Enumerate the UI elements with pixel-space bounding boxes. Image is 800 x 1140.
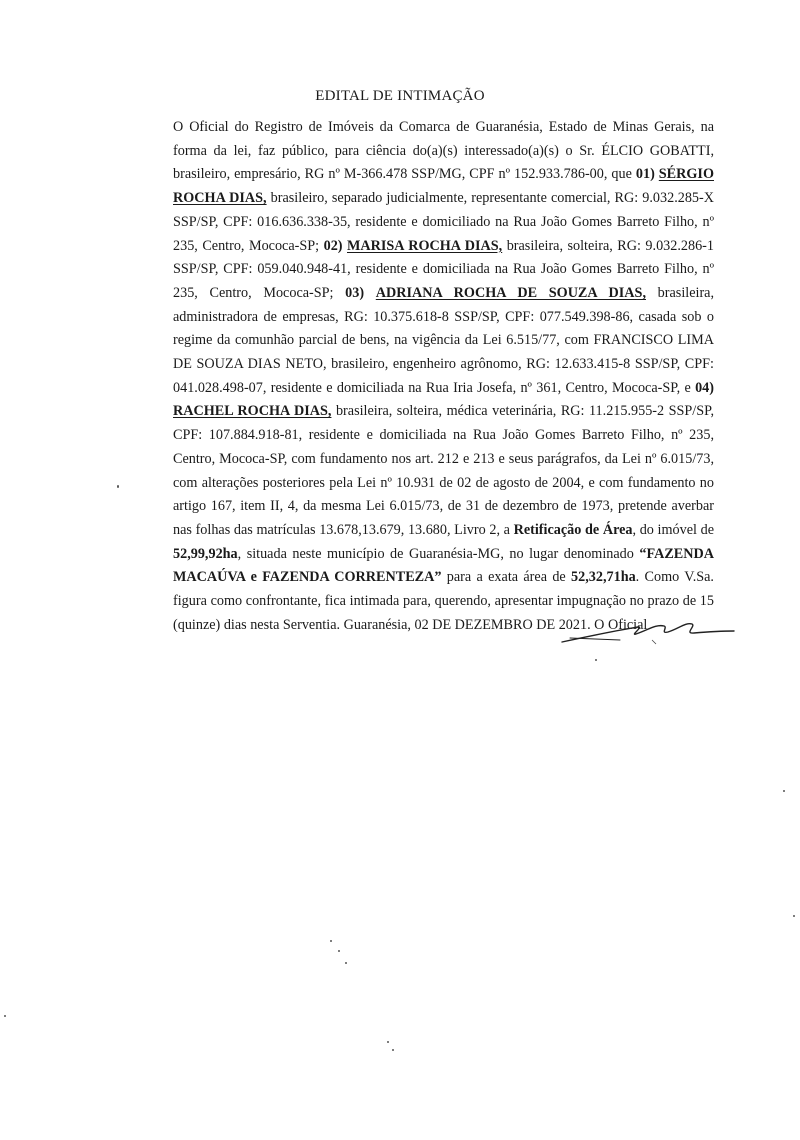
document-title: EDITAL DE INTIMAÇÃO (315, 88, 485, 104)
text-segment: brasileira, administradora de empresas, RG: 10.375.618-8 SSP/SP, CPF: 077.549.398-86, casada sob o regime da comunhão parcial de bens, na vigência da Lei 6.515/77, com FRANCISCO LIMA DE SOUZA DIAS NETO, brasileiro, engenheiro agrônomo, RG: 12.633.415-8 SSP/SP, CPF: 041.028.498-07, residente e domiciliada na Rua Iria Josefa, nº 361, Centro, Mococa-SP, e (173, 284, 715, 396)
text-segment: brasileira, solteira, RG: 9.032.286-1 SSP/SP, CPF: 059.040.948-41, residente e domiciliada na Rua João Gomes Barreto Filho, nº 235, Centro, Mococa-SP; (173, 237, 714, 301)
interested-party-name: RACHEL ROCHA DIAS, (173, 403, 332, 420)
text-segment: . Como V.Sa. figura como confrontante, fica intimada para, querendo, apresentar impugnação no prazo de 15 (quinze) dias nesta Serventia. Guaranésia, 02 DE DEZEMBRO DE 2021. O Oficial (173, 569, 714, 633)
item-number: 04) (695, 379, 714, 396)
scan-speck (793, 915, 795, 917)
scan-speck (330, 940, 332, 942)
item-number: 01) (635, 166, 655, 183)
area-value: 52,32,71ha (571, 569, 636, 586)
scan-speck (783, 790, 785, 792)
handwritten-signature (560, 614, 736, 648)
interested-party-name: SÉRGIO ROCHA DIAS, (173, 166, 714, 207)
scan-speck (392, 1049, 394, 1051)
scan-speck (345, 962, 347, 964)
item-number: 02) (323, 237, 343, 254)
interested-party-name: MARISA ROCHA DIAS, (347, 237, 503, 254)
item-number: 03) (345, 284, 365, 301)
document-body (173, 116, 714, 637)
text-segment: , situada neste município de Guaranésia-MG, no lugar denominado (237, 545, 640, 562)
text-segment: O Oficial do Registro de Imóveis da Comarca de Guaranésia, Estado de Minas Gerais, na forma da lei, faz público, para ciência do(a)(s) interessado(a)(s) o Sr. ÉLCIO GOBATTI, brasileiro, empresário, RG nº M-366.478 SSP/MG, CPF nº 152.933.786-00, que (173, 119, 714, 183)
scan-speck (117, 485, 119, 488)
area-value: 52,99,92ha (173, 545, 238, 562)
scan-speck (4, 1015, 6, 1017)
scan-speck (595, 659, 597, 661)
property-name: “FAZENDA MACAÚVA e FAZENDA CORRENTEZA” (173, 545, 714, 586)
emphasis-text: Retificação de Área (513, 521, 633, 538)
text-segment: brasileiro, separado judicialmente, representante comercial, RG: 9.032.285-X SSP/SP, CPF: 016.636.338-35, residente e domiciliado na Rua João Gomes Barreto Filho, nº 235, Centro, Mococa-SP; (173, 190, 714, 254)
text-segment: , do imóvel de (632, 521, 714, 538)
scan-speck (338, 950, 340, 952)
text-segment: brasileira, solteira, médica veterinária, RG: 11.215.955-2 SSP/SP, CPF: 107.884.918-81, residente e domiciliada na Rua João Gomes Barreto Filho, nº 235, Centro, Mococa-SP, com fundamento nos art. 212 e 213 e seus parágrafos, da Lei nº 6.015/73, com alterações posteriores pela Lei nº 10.931 de 02 de agosto de 2004, e com fundamento no artigo 167, item II, 4, da mesma Lei 6.015/73, de 31 de dezembro de 1973, pretende averbar nas folhas das matrículas 13.678,13.679, 13.680, Livro 2, a (173, 403, 715, 538)
text-segment: para a exata área de (441, 569, 572, 586)
scan-speck (387, 1041, 389, 1043)
interested-party-name: ADRIANA ROCHA DE SOUZA DIAS, (375, 284, 646, 301)
